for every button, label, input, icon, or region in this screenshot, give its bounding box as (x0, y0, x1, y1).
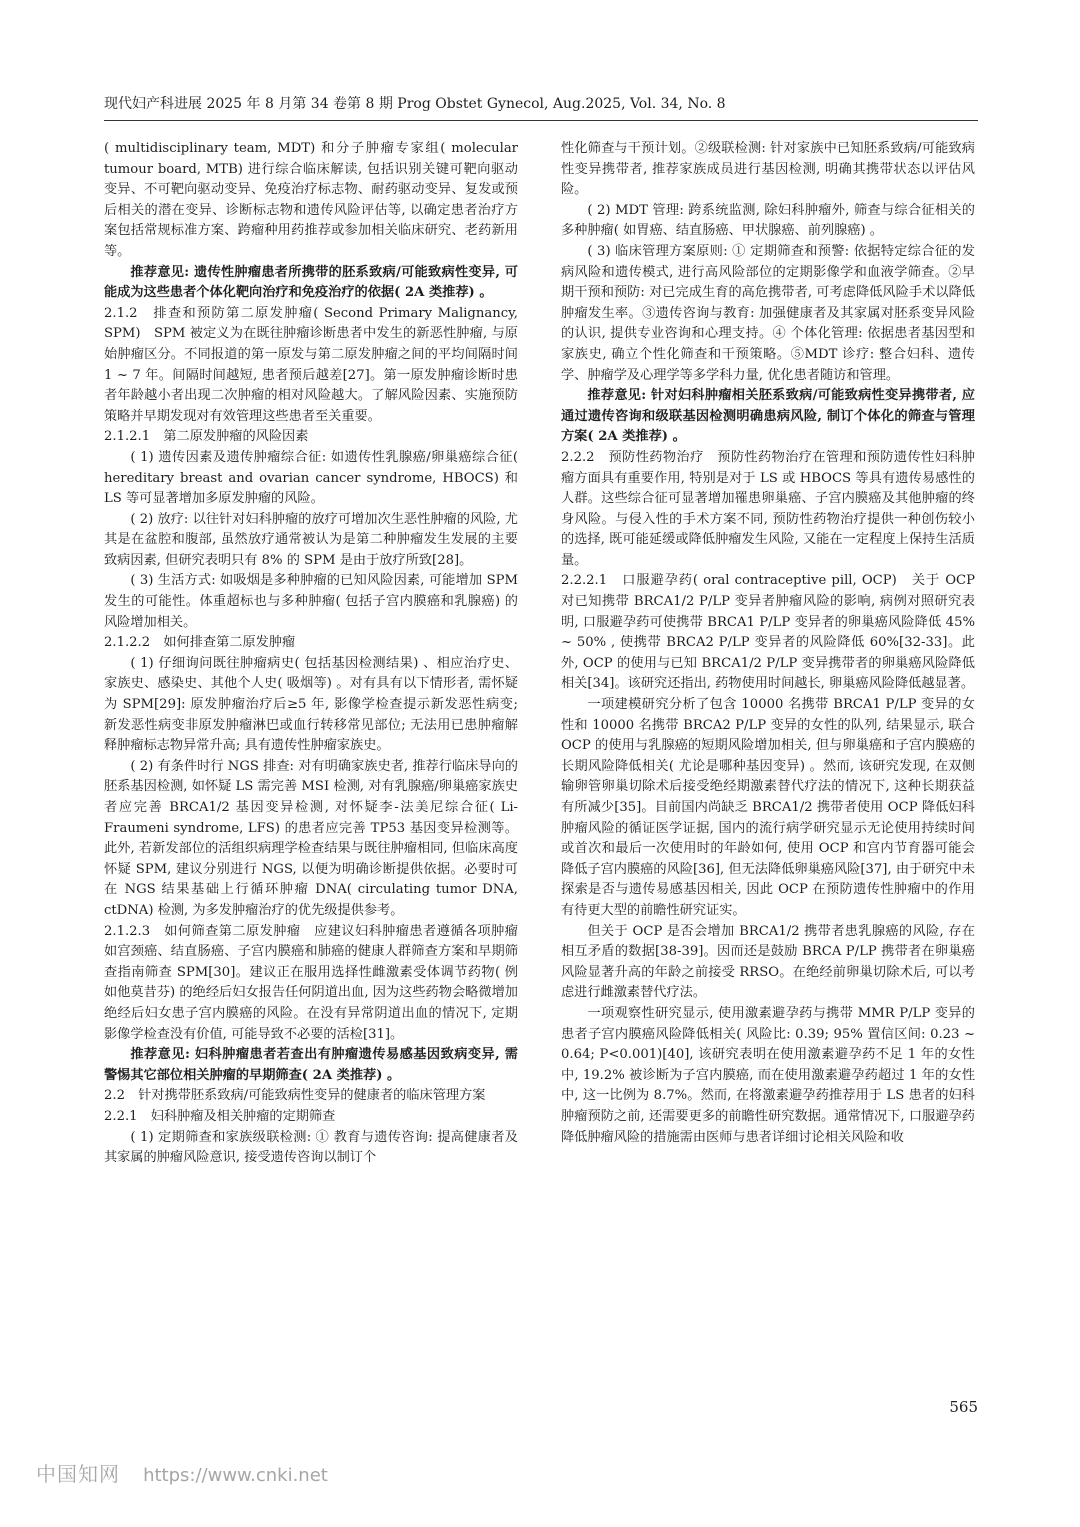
cnki-watermark (36, 1458, 328, 1487)
paragraph: ( multidisciplinary team, MDT) 和分子肿瘤专家组( molecular tumour board, MTB) 进行综合临床解读, 包括识别关键可靶向驱动变异、不可靶向驱动变异、免疫治疗标志物、耐药驱动变异、复发或预后相关的潜在变异、诊断标志物和遗传风险评估等, 以确定患者治疗方案包括常规标准方案、跨瘤种用药推荐或参加相关临床研究、老药新用等。 (104, 141, 518, 259)
running-header: 现代妇产科进展 2025 年 8 月第 34 卷第 8 期 Prog Obstet Gynecol, Aug.2025, Vol. 34, No. 8 (104, 96, 726, 112)
recommendation: 推荐意见: 遗传性肿瘤患者所携带的胚系致病/可能致病性变异, 可能成为这些患者个体化靶向治疗和免疫治疗的依据( 2A 类推荐) 。 (104, 264, 518, 301)
paragraph: ( 1) 仔细询问既往肿瘤病史( 包括基因检测结果) 、相应治疗史、家族史、感染史、其他个人史( 吸烟等) 。对有具有以下情形者, 需怀疑为 SPM[29]: 原发肿瘤治疗后≥5 年, 影像学检查提示新发恶性病变; 新发恶性病变非原发肿瘤淋巴或血行转移常见部位; 无法用已患肿瘤解释肿瘤标志物异常升高; 具有遗传性肿瘤家族史。 (104, 655, 518, 754)
paragraph: 但关于 OCP 是否会增加 BRCA1/2 携带者患乳腺癌的风险, 存在相互矛盾的数据[38-39]。因而还是鼓励 BRCA P/LP 携带者在卵巢癌风险显著升高的年龄之前接受 RRSO。在绝经前卵巢切除术后, 可以考虑进行雌激素替代疗法。 (561, 923, 975, 1001)
cnki-url: https://www.cnki.net (143, 1465, 328, 1486)
paragraph: ( 1) 定期筛查和家族级联检测: ① 教育与遗传咨询: 提高健康者及其家属的肿瘤风险意识, 接受遗传咨询以制订个 (104, 1129, 518, 1166)
paragraph: 一项观察性研究显示, 使用激素避孕药与携带 MMR P/LP 变异的患者子宫内膜癌风险降低相关( 风险比: 0.39; 95% 置信区间: 0.23 ~ 0.64; P<0.001)[40], 该研究表明在使用激素避孕药不足 1 年的女性中, 19.2% 被诊断为子宫内膜癌, 而在使用激素避孕药超过 1 年的女性中, 这一比例为 8.7%。然而, 在将激素避孕药推荐用于 LS 患者的妇科肿瘤预防之前, 还需要更多的前瞻性研究数据。通常情况下, 口服避孕药降低肿瘤风险的措施需由医师与患者详细讨论相关风险和收 (561, 1005, 975, 1145)
section-heading: 2.2.2 预防性药物治疗 预防性药物治疗在管理和预防遗传性妇科肿瘤方面具有重要作用, 特别是对于 LS 或 HBOCS 等具有遗传易感性的人群。这些综合征可显著增加罹患卵巢癌、子宫内膜癌及其他肿瘤的终身风险。与侵入性的手术方案不同, 预防性药物治疗提供一种创伤较小的选择, 既可能延缓或降低肿瘤发生风险, 又能在一定程度上保持生活质量。 (561, 449, 975, 568)
header-rule (104, 120, 978, 121)
recommendation: 推荐意见: 针对妇科肿瘤相关胚系致病/可能致病性变异携带者, 应通过遗传咨询和级联基因检测明确患病风险, 制订个体化的筛查与管理方案( 2A 类推荐) 。 (561, 388, 975, 445)
section-heading: 2.1.2.2 如何排查第二原发肿瘤 (104, 635, 296, 651)
paragraph: ( 3) 生活方式: 如吸烟是多种肿瘤的已知风险因素, 可能增加 SPM 发生的可能性。体重超标也与多种肿瘤( 包括子宫内膜癌和乳腺癌) 的风险增加相关。 (104, 573, 518, 630)
paragraph: 一项建模研究分析了包含 10000 名携带 BRCA1 P/LP 变异的女性和 10000 名携带 BRCA2 P/LP 变异的女性的队列, 结果显示, 联合 OCP 的使用与乳腺癌的短期风险增加相关, 但与卵巢癌和子宫内膜癌的长期风险降低相关( 尤论是哪种基因变异) 。然而, 该研究发现, 在双侧输卵管卵巢切除术后接受绝经期激素替代疗法的情况下, 这种长期获益有所减少[35]。目前国内尚缺乏 BRCA1/2 携带者使用 OCP 降低妇科肿瘤风险的循证医学证据, 国内的流行病学研究显示无论使用持续时间或首次和最后一次使用时的年龄如何, 使用 OCP 和宫内节育器可能会降低子宫内膜癌的风险[36], 但无法降低卵巢癌风险[37], 由于研究中未探索是否与遗传易感基因相关, 因此 OCP 在预防遗传性肿瘤中的作用有待更大型的前瞻性研究证实。 (561, 697, 975, 918)
left-column (104, 139, 518, 1389)
cnki-logo: 中国知网 (36, 1462, 120, 1486)
section-heading: 2.1.2 排查和预防第二原发肿瘤( Second Primary Malignancy, SPM) SPM 被定义为在既往肿瘤诊断患者中发生的新恶性肿瘤, 与原始肿瘤区分。不同报道的第一原发与第二原发肿瘤之间的平均间隔时间 1 ~ 7 年。间隔时间越短, 患者预后越差[27]。第一原发肿瘤诊断时患者年龄越小者出现二次肿瘤的相对风险越大。了解风险因素、实施预防策略并早期发现对有效管理这些患者至关重要。 (104, 305, 518, 424)
page-number: 565 (949, 1398, 978, 1416)
section-heading: 2.2 针对携带胚系致病/可能致病性变异的健康者的临床管理方案 (104, 1088, 486, 1104)
paragraph: ( 2) 放疗: 以往针对妇科肿瘤的放疗可增加次生恶性肿瘤的风险, 尤其是在盆腔和腹部, 虽然放疗通常被认为是第二种肿瘤发生发展的主要致病因素, 但研究表明只有 8% 的 SPM 是由于放疗所致[28]。 (104, 511, 518, 568)
paragraph: ( 2) MDT 管理: 跨系统监测, 除妇科肿瘤外, 筛查与综合征相关的多种肿瘤( 如胃癌、结直肠癌、甲状腺癌、前列腺癌) 。 (561, 202, 975, 239)
paragraph: ( 1) 遗传因素及遗传肿瘤综合征: 如遗传性乳腺癌/卵巢癌综合征( hereditary breast and ovarian cancer syndrome, HBOCS) 和 LS 等可显著增加多原发肿瘤的风险。 (104, 449, 518, 507)
section-heading: 2.1.2.1 第二原发肿瘤的风险因素 (104, 429, 309, 445)
paragraph: ( 2) 有条件时行 NGS 排查: 对有明确家族史者, 推荐行临床导向的胚系基因检测, 如怀疑 LS 需完善 MSI 检测, 对有乳腺癌/卵巢癌家族史者应完善 BRCA1/2 基因变异检测, 对怀疑李-法美尼综合征( Li-Fraumeni syndrome, LFS) 的患者应完善 TP53 基因变异检测等。此外, 若新发部位的活组织病理学检查结果与既往肿瘤相同, 但临床高度怀疑 SPM, 建议分别进行 NGS, 以便为明确诊断提供依据。必要时可在 NGS 结果基础上行循环肿瘤 DNA( circulating tumor DNA, ctDNA) 检测, 为多发肿瘤治疗的优先级提供参考。 (104, 758, 518, 918)
paragraph: ( 3) 临床管理方案原则: ① 定期筛查和预警: 依据特定综合征的发病风险和遗传模式, 进行高风险部位的定期影像学和血液学筛查。②早期干预和预防: 对已完成生育的高危携带者, 可考虑降低风险手术以降低肿瘤发生率。③遗传咨询与教育: 加强健康者及其家属对胚系变异风险的认识, 提供专业咨询和心理支持。④ 个体化管理: 依据患者基因型和家族史, 确立个性化筛查和干预策略。⑤MDT 诊疗: 整合妇科、遗传学、肿瘤学及心理学等多学科力量, 优化患者随访和管理。 (561, 243, 975, 383)
section-heading: 2.2.1 妇科肿瘤及相关肿瘤的定期筛查 (104, 1108, 336, 1124)
section-heading: 2.1.2.3 如何筛查第二原发肿瘤 应建议妇科肿瘤患者遵循各项肿瘤如宫颈癌、结直肠癌、子宫内膜癌和肺癌的健康人群筛查方案和早期筛查指南筛查 SPM[30]。建议正在服用选择性雌激素受体调节药物( 例如他莫昔芬) 的绝经后妇女报告任何阴道出血, 因为这些药物会略微增加绝经后妇女患子宫内膜癌的风险。在没有异常阴道出血的情况下, 定期影像学检查没有价值, 可能导致不必要的活检[31]。 (104, 923, 518, 1042)
section-heading: 2.2.2.1 口服避孕药( oral contraceptive pill, OCP) 关于 OCP 对已知携带 BRCA1/2 P/LP 变异者肿瘤风险的影响, 病例对照研究表明, 口服避孕药可使携带 BRCA1 P/LP 变异者的卵巢癌风险降低 45% ~ 50% , 使携带 BRCA2 P/LP 变异者的风险降低 60%[32-33]。此外, OCP 的使用与已知 BRCA1/2 P/LP 变异携带者的卵巢癌风险降低相关[34]。该研究还指出, 药物使用时间越长, 卵巢癌风险降低越显著。 (561, 573, 975, 692)
recommendation: 推荐意见: 妇科肿瘤患者若查出有肿瘤遗传易感基因致病变异, 需警惕其它部位相关肿瘤的早期筛查( 2A 类推荐) 。 (104, 1047, 518, 1083)
paragraph: 性化筛查与干预计划。②级联检测: 针对家族中已知胚系致病/可能致病性变异携带者, 推荐家族成员进行基因检测, 明确其携带状态以评估风险。 (561, 141, 975, 198)
right-column (561, 139, 975, 1389)
